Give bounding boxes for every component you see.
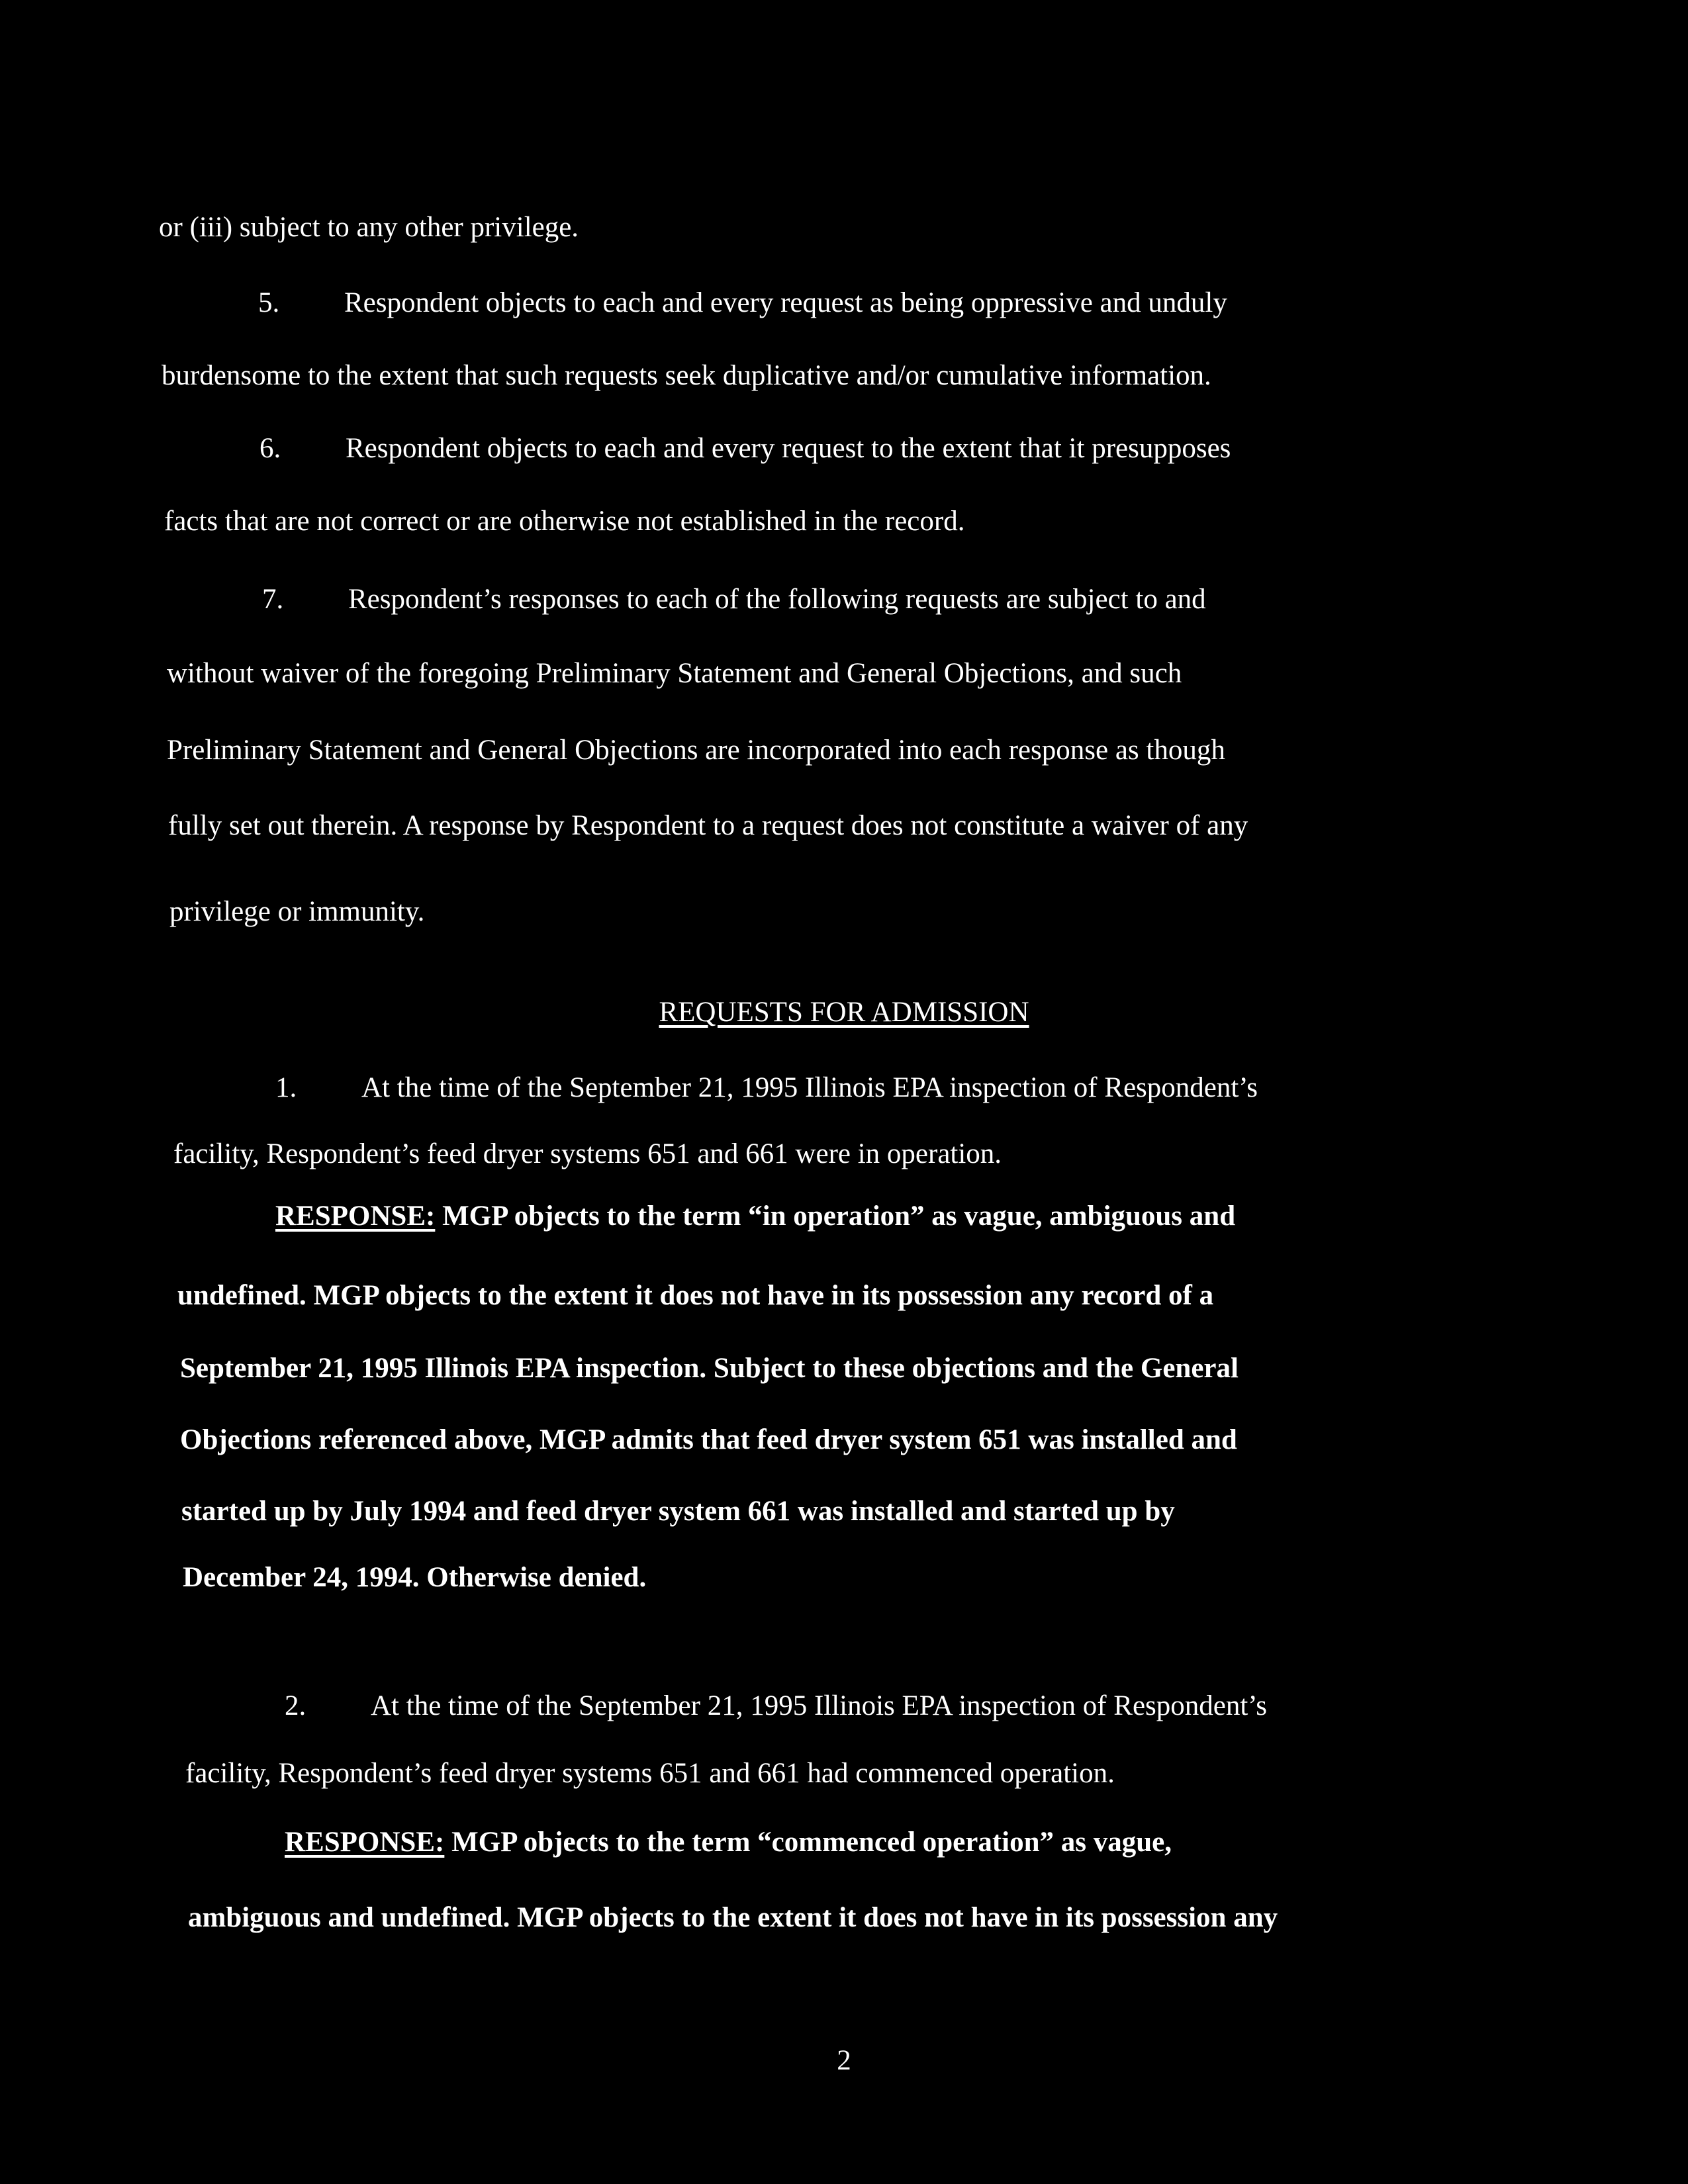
- request-1-number: 1.: [275, 1072, 297, 1103]
- page-number: 2: [837, 2045, 851, 2076]
- objection-5-first-line: [258, 286, 1227, 320]
- request-1-response-line-2: undefined. MGP objects to the extent it does not have in its possession any record of a: [177, 1280, 1214, 1311]
- objection-6-first-line: [259, 432, 1231, 466]
- objection-6-number: 6.: [259, 433, 281, 464]
- request-1-response-label: RESPONSE:: [275, 1201, 436, 1232]
- objection-6-text-line-1: Respondent objects to each and every request to the extent that it presupposes: [346, 433, 1231, 464]
- request-2-response-line-2: ambiguous and undefined. MGP objects to the extent it does not have in its possession any: [188, 1902, 1278, 1933]
- objection-7-first-line: [262, 582, 1206, 617]
- request-1-first-line: [275, 1071, 1258, 1105]
- request-2-response-label: RESPONSE:: [285, 1827, 445, 1858]
- request-1-response-line-3: September 21, 1995 Illinois EPA inspection. Subject to these objections and the General: [180, 1353, 1239, 1384]
- request-2-response-line-1: MGP objects to the term “commenced operation” as vague,: [451, 1827, 1172, 1858]
- request-2-response-first-line: [285, 1825, 1172, 1860]
- objection-7-text-line-1: Respondent’s responses to each of the following requests are subject to and: [348, 584, 1206, 615]
- request-1-response-line-5: started up by July 1994 and feed dryer system 661 was installed and started up by: [181, 1496, 1175, 1527]
- request-2-first-line: [285, 1689, 1267, 1723]
- objection-6-text-line-2: facts that are not correct or are otherwise not established in the record.: [164, 506, 965, 537]
- objection-7-text-line-4: fully set out therein. A response by Respondent to a request does not constitute a waiver of any: [168, 810, 1248, 841]
- request-2-text-line-2: facility, Respondent’s feed dryer systems 651 and 661 had commenced operation.: [185, 1758, 1115, 1789]
- request-1-response-line-1: MGP objects to the term “in operation” as vague, ambiguous and: [442, 1201, 1236, 1232]
- objection-5-text-line-2: burdensome to the extent that such requests seek duplicative and/or cumulative information.: [162, 360, 1211, 391]
- objection-5-number: 5.: [258, 287, 280, 318]
- objection-7-text-line-2: without waiver of the foregoing Preliminary Statement and General Objections, and such: [167, 658, 1182, 689]
- request-2-number: 2.: [285, 1690, 306, 1721]
- request-1-response-line-4: Objections referenced above, MGP admits that feed dryer system 651 was installed and: [180, 1424, 1237, 1455]
- request-1-response-first-line: [275, 1199, 1235, 1234]
- objection-5-text-line-1: Respondent objects to each and every request as being oppressive and unduly: [344, 287, 1227, 318]
- request-1-text-line-1: At the time of the September 21, 1995 Illinois EPA inspection of Respondent’s: [361, 1072, 1258, 1103]
- objection-7-text-line-5: privilege or immunity.: [169, 896, 425, 927]
- objection-7-text-line-3: Preliminary Statement and General Objections are incorporated into each response as though: [167, 735, 1225, 766]
- section-heading-text: REQUESTS FOR ADMISSION: [659, 997, 1029, 1028]
- section-heading: [0, 995, 1688, 1030]
- objection-7-number: 7.: [262, 584, 284, 615]
- request-2-text-line-1: At the time of the September 21, 1995 Illinois EPA inspection of Respondent’s: [371, 1690, 1267, 1721]
- request-1-response-line-6: December 24, 1994. Otherwise denied.: [183, 1562, 647, 1593]
- opening-line: or (iii) subject to any other privilege.: [159, 212, 579, 243]
- request-1-text-line-2: facility, Respondent’s feed dryer systems 651 and 661 were in operation.: [173, 1138, 1002, 1169]
